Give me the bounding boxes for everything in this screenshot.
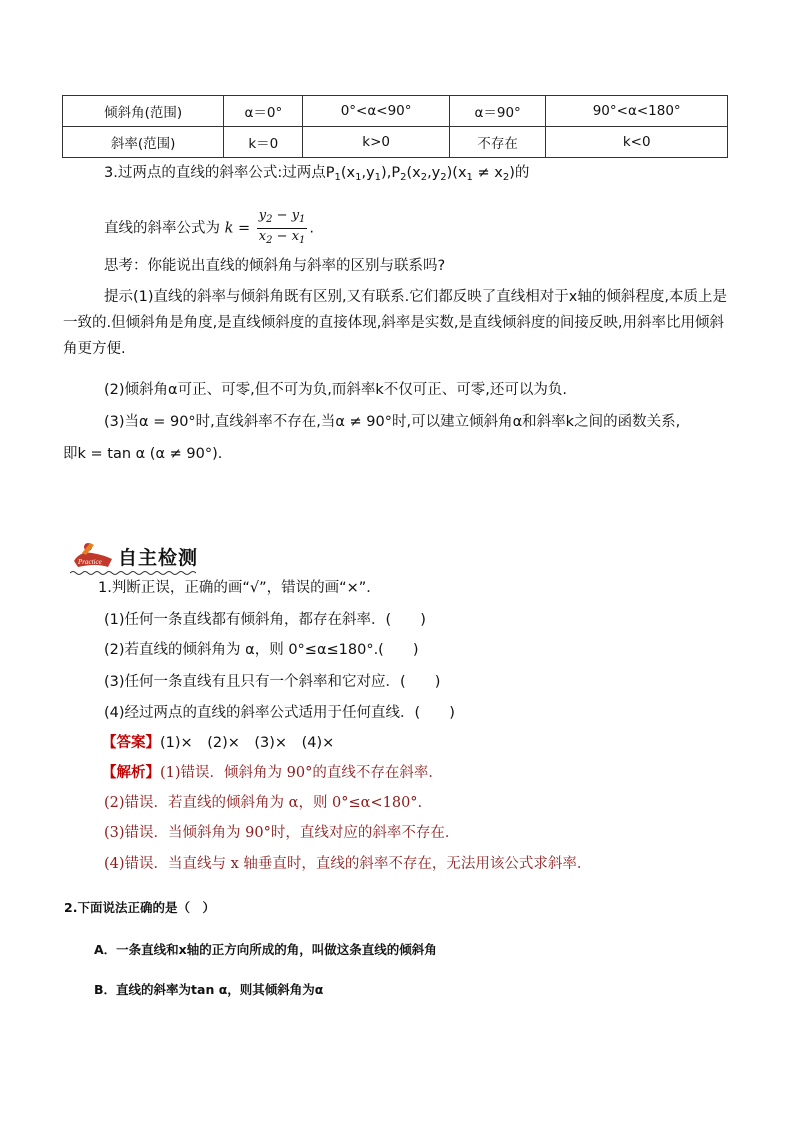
points-expression: $P_1(x_1,y_1),P_2(x_2,y_2)(x_1 \ne x_2)$ [325,165,515,183]
sub-1: 1 [299,235,306,246]
fraction-denominator: $x_2 - x_1$ [258,229,306,246]
section-title: 自主检测 [118,546,199,569]
exercise-2-option-b: B．直线的斜率为tan α，则其倾斜角为α [94,982,324,997]
table-row [63,96,728,127]
slope-angle-table [62,95,728,158]
exercise-1-item: (1)任何一条直线都有倾斜角，都存在斜率．( ) [104,612,426,628]
table-cell: 90°<α<180° [546,96,728,127]
formula-tail-text: 的 [514,165,530,181]
hint-paragraph-3: (3)当α = 90°时,直线斜率不存在,当α ≠ 90°时,可以建立倾斜角α和斜率k之间的函数关系, [104,414,681,430]
table-cell: 0°<α<90° [303,96,450,127]
exercise-1-item: (2)若直线的倾斜角为 α，则 0°≤α≤180°.( ) [104,642,419,658]
formula-prefix: 直线的斜率公式为 [104,220,220,237]
answer-line [102,733,334,753]
sub-2: 2 [266,235,273,246]
exercise-2-stem: 2.下面说法正确的是（ ） [64,900,215,915]
exercise-1-stem: 1.判断正误，正确的画“√”，错误的画“×”． [98,580,381,596]
section-heading [68,540,198,572]
numerator-y1: y [291,208,300,223]
table-cell: 倾斜角(范围) [63,96,224,127]
wavy-underline [70,570,196,576]
sub-1: 1 [299,214,306,225]
analysis-text: (4)错误．当直线与 x 轴垂直时，直线的斜率不存在，无法用该公式求斜率． [104,856,592,872]
analysis-tag: 【解析】 [102,765,160,781]
analysis-text: (1)错误．倾斜角为 90°的直线不存在斜率． [160,765,443,781]
hint-paragraph-1: 提示(1)直线的斜率与倾斜角既有区别,又有联系.它们都反映了直线相对于x轴的倾斜程度,本质上是一致的.但倾斜角是角度,是直线倾斜度的直接体现,斜率是实数,是直线倾斜度的间接反映,用斜率比用倾斜角更方便. [63,289,727,357]
table-cell: k<0 [546,127,728,158]
denominator-x2: x [258,229,267,244]
fraction-numerator: $y_2 - y_1$ [257,208,308,229]
table-cell: k＝0 [224,127,303,158]
slope-fraction [257,208,308,249]
exercise-1-item: (3)任何一条直线有且只有一个斜率和它对应．( ) [104,674,441,690]
answer-text: (1)× (2)× (3)× (4)× [160,735,335,751]
formula-intro-text: 3.过两点的直线的斜率公式:过两点 [104,165,326,181]
table-row [63,127,728,158]
exercise-2-option-a: A．一条直线和x轴的正方向所成的角，叫做这条直线的倾斜角 [94,942,437,957]
hint-paragraph-2: (2)倾斜角α可正、可零,但不可为负,而斜率k不仅可正、可零,还可以为负. [104,382,567,398]
analysis-text: (2)错误．若直线的倾斜角为 α，则 0°≤α<180°. [104,795,423,811]
analysis-line [102,763,443,783]
analysis-text: (3)错误．当倾斜角为 90°时，直线对应的斜率不存在． [104,825,460,841]
svg-text:Practice: Practice [78,558,102,566]
exercise-1-item: (4)经过两点的直线的斜率公式适用于任何直线．( ) [104,705,455,721]
table-cell: 不存在 [449,127,546,158]
slope-formula-line: 直线的斜率公式为 k = $\frac{y_2 - y_1}{x_2 - x_1}$ . [104,208,314,249]
table-cell: k>0 [303,127,450,158]
think-question: 思考：你能说出直线的倾斜角与斜率的区别与联系吗? [104,258,446,274]
slope-formula-intro [104,163,529,188]
table-cell: α＝0° [224,96,303,127]
hint-paragraph-4: 即k = tan α (α ≠ 90°). [63,446,223,462]
practice-logo-icon [68,541,116,571]
denominator-x1: x [291,229,300,244]
numerator-y2: y [258,208,267,223]
table-cell: α＝90° [449,96,546,127]
formula-k: k [224,220,234,237]
answer-tag: 【答案】 [102,735,160,751]
table-cell: 斜率(范围) [63,127,224,158]
sub-2: 2 [266,214,273,225]
